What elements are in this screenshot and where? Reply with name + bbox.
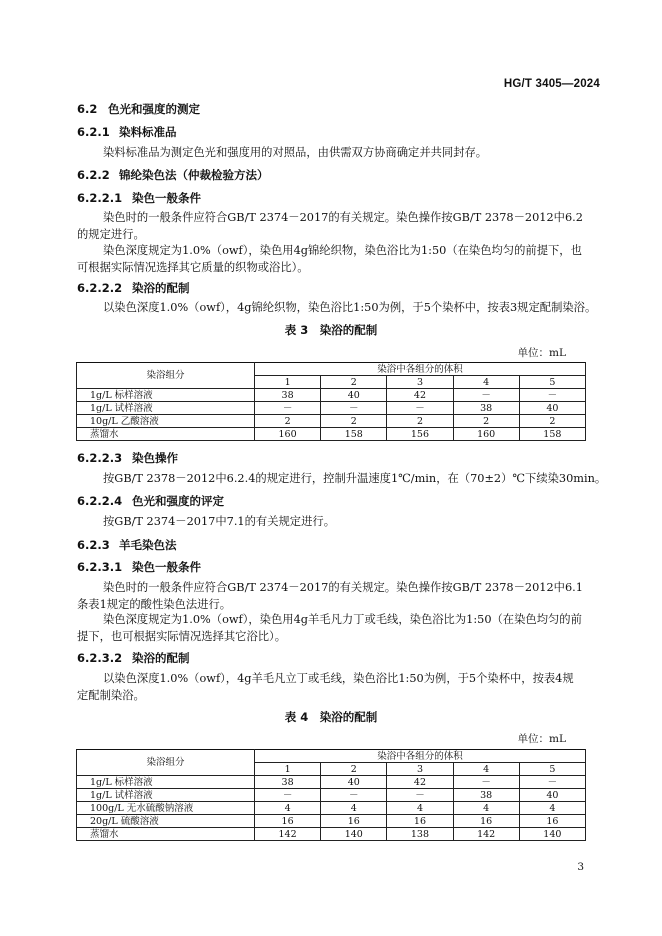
table-col-header: 5 [519, 763, 585, 776]
table-col-header: 4 [453, 763, 519, 776]
table-row: 蒸馏水 160 158 156 160 158 [77, 428, 586, 441]
table-4 [76, 749, 586, 841]
paragraph-6-2-2-2: 以染色深度1.0%（owf），4g锦纶织物，染色浴比1:50为例，于5个染杯中，按表3规定配制染浴。 [103, 301, 597, 314]
paragraph-6-2-2-1-b: 染色深度规定为1.0%（owf），染色用4g锦纶织物，染色浴比为1:50（在染色均匀的前提下，也可根据实际情况选择其它质量的织物或浴比）。 [77, 244, 582, 274]
table-col-header: 3 [387, 763, 453, 776]
table-3-unit: 单位：mL [517, 347, 566, 359]
table-row: 1g/L 试样溶液 － － － 38 40 [77, 789, 586, 802]
heading-6-2-2-3: 6.2.2.3 染色操作 [77, 451, 178, 465]
table-3 [76, 362, 586, 441]
page-number: 3 [577, 861, 584, 873]
table-col-header: 2 [321, 763, 387, 776]
table-row: 1g/L 标样溶液 38 40 42 － － [77, 776, 586, 789]
table-col-header: 3 [387, 376, 453, 389]
table-col-header: 2 [321, 376, 387, 389]
document-id: HG/T 3405—2024 [503, 78, 600, 90]
table-col-header: 4 [453, 376, 519, 389]
heading-6-2-1: 6.2.1 染料标准品 [77, 125, 177, 139]
paragraph-6-2-1: 染料标准品为测定色光和强度用的对照品，由供需双方协商确定并共同封存。 [103, 146, 488, 159]
table-row: 蒸馏水 142 140 138 142 140 [77, 828, 586, 841]
table-header-component: 染浴组分 [77, 750, 255, 776]
table-4-unit: 单位：mL [517, 733, 566, 745]
heading-6-2-3-1: 6.2.3.1 染色一般条件 [77, 560, 201, 574]
table-row: 10g/L 乙酸溶液 2 2 2 2 2 [77, 415, 586, 428]
heading-6-2-3: 6.2.3 羊毛染色法 [77, 538, 177, 552]
table-header-volume: 染浴中各组分的体积 [255, 750, 586, 763]
paragraph-6-2-3-1-a: 染色时的一般条件应符合GB/T 2374－2017的有关规定。染色操作按GB/T 2378－2012中6.1条表1规定的酸性染色法进行。 [77, 581, 583, 611]
heading-6-2-2: 6.2.2 锦纶染色法（仲裁检验方法） [77, 168, 269, 182]
paragraph-6-2-2-4: 按GB/T 2374－2017中7.1的有关规定进行。 [103, 515, 335, 528]
paragraph-6-2-3-2: 以染色深度1.0%（owf），4g羊毛凡立丁或毛线，染色浴比1:50为例，于5个染杯中，按表4规定配制染浴。 [77, 672, 574, 702]
paragraph-6-2-3-1-b: 染色深度规定为1.0%（owf），染色用4g羊毛凡力丁或毛线，染色浴比为1:50（在染色均匀的前提下，也可根据实际情况选择其它浴比）。 [77, 613, 582, 643]
heading-6-2-2-1: 6.2.2.1 染色一般条件 [77, 191, 201, 205]
paragraph-6-2-2-1-a: 染色时的一般条件应符合GB/T 2374－2017的有关规定。染色操作按GB/T 2378－2012中6.2的规定进行。 [77, 211, 583, 241]
heading-6-2-2-2: 6.2.2.2 染浴的配制 [77, 281, 190, 295]
table-row: 20g/L 硫酸溶液 16 16 16 16 16 [77, 815, 586, 828]
table-header-volume: 染浴中各组分的体积 [255, 363, 586, 376]
paragraph-6-2-2-3: 按GB/T 2378－2012中6.2.4的规定进行，控制升温速度1℃/min，在（70±2）℃下续染30min。 [103, 472, 607, 485]
heading-6-2-2-4: 6.2.2.4 色光和强度的评定 [77, 494, 224, 508]
heading-6-2-3-2: 6.2.3.2 染浴的配制 [77, 651, 190, 665]
table-col-header: 1 [255, 376, 321, 389]
heading-6-2: 6.2 色光和强度的测定 [77, 102, 200, 116]
table-header-component: 染浴组分 [77, 363, 255, 389]
table-col-header: 1 [255, 763, 321, 776]
table-col-header: 5 [519, 376, 585, 389]
table-row: 1g/L 试样溶液 － － － 38 40 [77, 402, 586, 415]
table-row: 100g/L 无水硫酸钠溶液 4 4 4 4 4 [77, 802, 586, 815]
table-row: 1g/L 标样溶液 38 40 42 － － [77, 389, 586, 402]
table-3-caption: 表 3 染浴的配制 [284, 323, 378, 337]
table-4-caption: 表 4 染浴的配制 [284, 710, 378, 724]
